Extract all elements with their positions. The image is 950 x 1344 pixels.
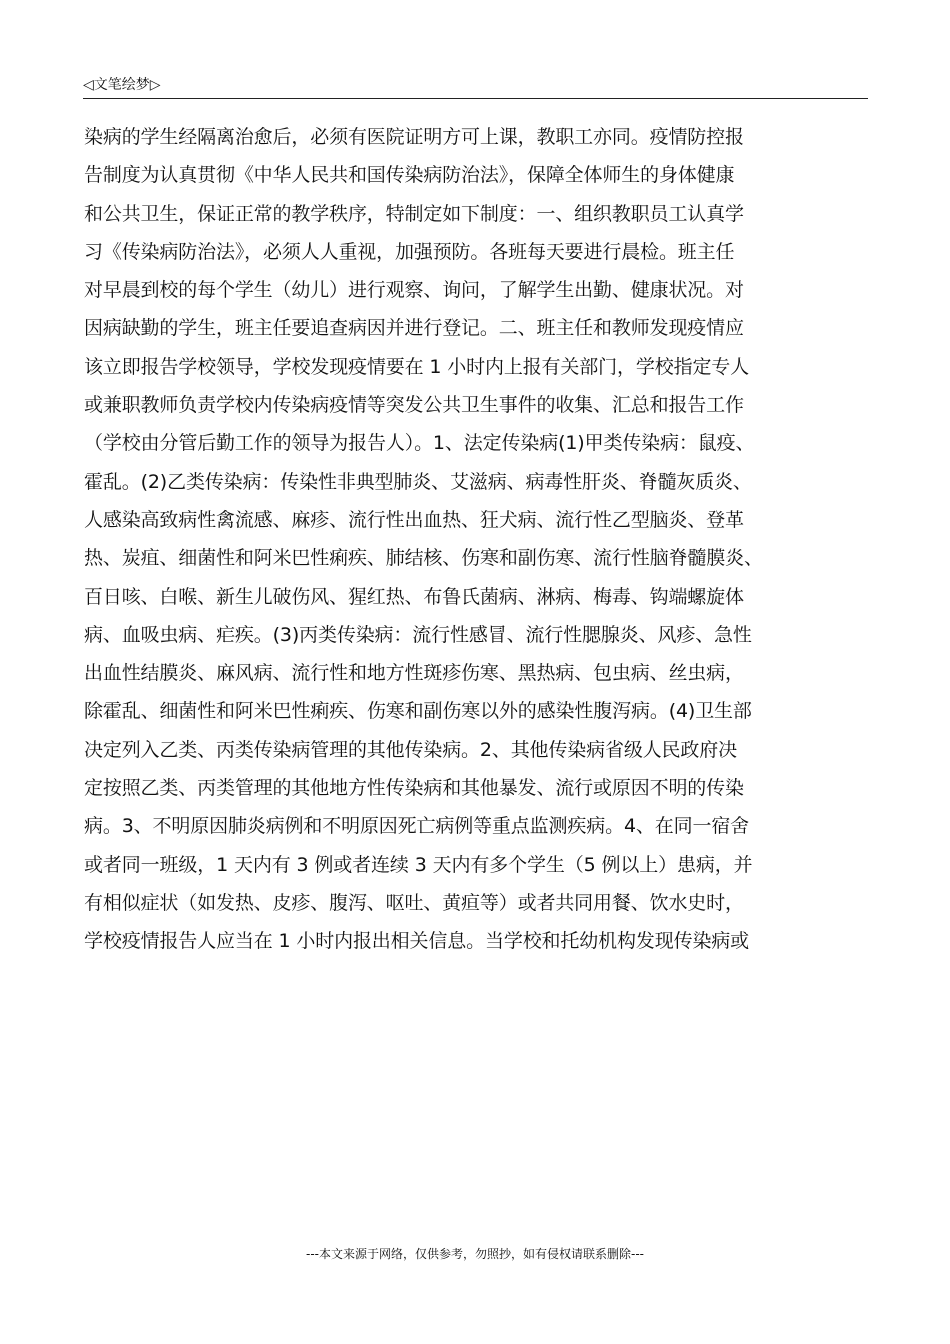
body-line: 染病的学生经隔离治愈后，必须有医院证明方可上课，教职工亦同。疫情防控报 — [84, 126, 744, 148]
body-line: 人感染高致病性禽流感、麻疹、流行性出血热、狂犬病、流行性乙型脑炎、登革 — [84, 508, 744, 531]
body-line: 热、炭疽、细菌性和阿米巴性痢疾、肺结核、伤寒和副伤寒、流行性脑脊髓膜炎、 — [84, 547, 763, 570]
body-line: 或兼职教师负责学校内传染病疫情等突发公共卫生事件的收集、汇总和报告工作 — [84, 394, 744, 417]
body-line: 有相似症状（如发热、皮疹、腹泻、呕吐、黄疸等）或者共同用餐、饮水史时， — [84, 891, 744, 914]
body-line: 病、血吸虫病、疟疾。(3)丙类传染病：流行性感冒、流行性腮腺炎、风疹、急性 — [84, 623, 752, 646]
body-line: 百日咳、白喉、新生儿破伤风、猩红热、布鲁氏菌病、淋病、梅毒、钩端螺旋体 — [84, 585, 744, 608]
body-line: 除霍乱、细菌性和阿米巴性痢疾、伤寒和副伤寒以外的感染性腹泻病。(4)卫生部 — [84, 700, 752, 723]
header-brand-mark: ◁文笔绘梦▷ — [83, 77, 161, 93]
body-line: 霍乱。(2)乙类传染病：传染性非典型肺炎、艾滋病、病毒性肝炎、脊髓灰质炎、 — [84, 470, 752, 493]
body-line: 决定列入乙类、丙类传染病管理的其他传染病。2、其他传染病省级人民政府决 — [84, 738, 737, 761]
body-line: 和公共卫生，保证正常的教学秩序，特制定如下制度：一、组织教职员工认真学 — [84, 202, 744, 225]
body-line: 病。3、不明原因肺炎病例和不明原因死亡病例等重点监测疾病。4、在同一宿舍 — [84, 815, 750, 838]
body-line: 出血性结膜炎、麻风病、流行性和地方性斑疹伤寒、黑热病、包虫病、丝虫病， — [84, 662, 744, 685]
body-line: 因病缺勤的学生，班主任要追查病因并进行登记。二、班主任和教师发现疫情应 — [84, 317, 744, 340]
body-line: 或者同一班级，1 天内有 3 例或者连续 3 天内有多个学生（5 例以上）患病，并 — [84, 853, 753, 876]
body-line: 定按照乙类、丙类管理的其他地方性传染病和其他暴发、流行或原因不明的传染 — [84, 777, 744, 800]
page-footer-disclaimer: ---本文来源于网络，仅供参考，勿照抄，如有侵权请联系删除--- — [306, 1247, 644, 1261]
body-line: 该立即报告学校领导，学校发现疫情要在 1 小时内上报有关部门，学校指定专人 — [84, 355, 750, 378]
page-header — [83, 74, 868, 99]
body-line: 习《传染病防治法》，必须人人重视，加强预防。各班每天要进行晨检。班主任 — [84, 240, 735, 263]
body-line: 对早晨到校的每个学生（幼儿）进行观察、询问，了解学生出勤、健康状况。对 — [84, 279, 744, 302]
body-line: 告制度为认真贯彻《中华人民共和国传染病防治法》，保障全体师生的身体健康 — [84, 164, 735, 187]
body-line: 学校疫情报告人应当在 1 小时内报出相关信息。当学校和托幼机构发现传染病或 — [84, 930, 750, 953]
document-body — [84, 118, 874, 961]
body-line: （学校由分管后勤工作的领导为报告人）。1、法定传染病(1)甲类传染病：鼠疫、 — [84, 432, 755, 455]
